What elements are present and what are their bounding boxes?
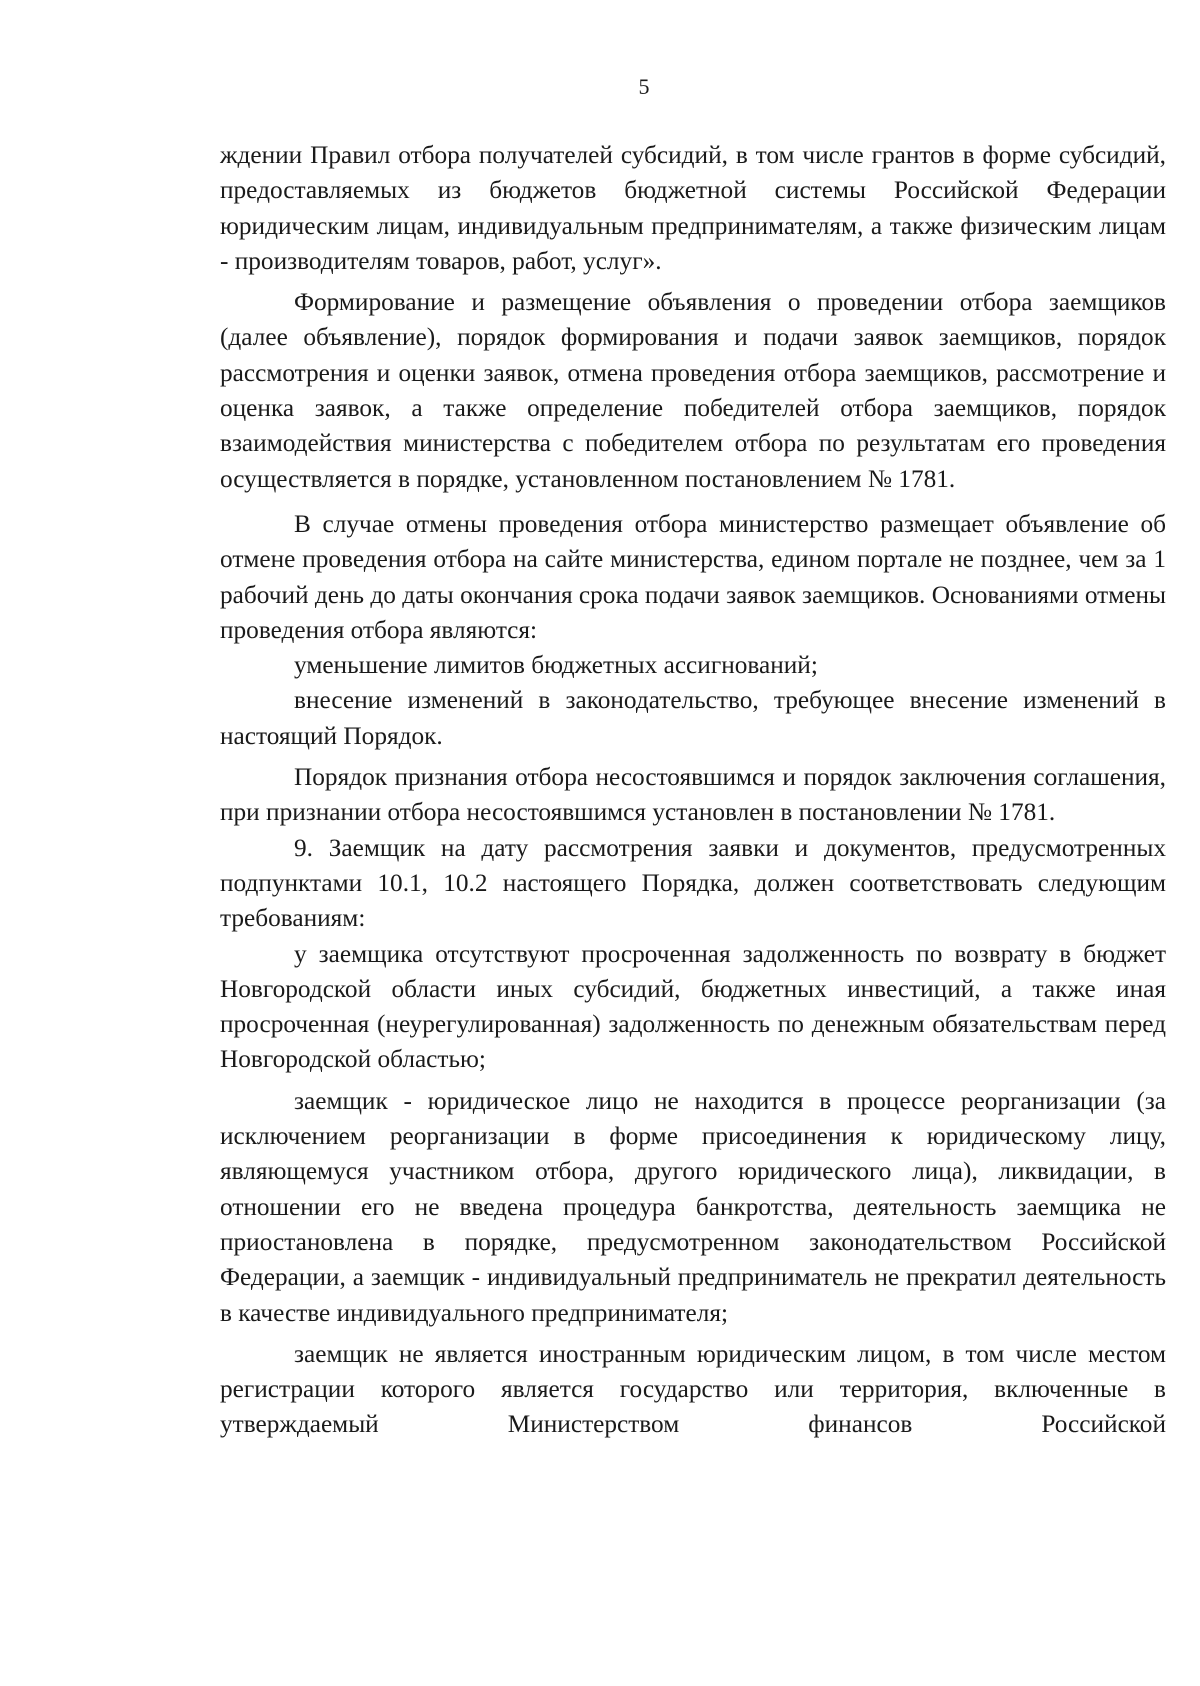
paragraph-cancellation: В случае отмены проведения отбора министерство размещает объявление об отмене проведения отбора на сайте министерства, едином портале не позднее, чем за 1 рабочий день до даты окончания срока подачи заявок заемщиков. Основаниями отмены проведения отбора являются: — [220, 509, 1166, 644]
page-number: 5 — [638, 74, 650, 99]
paragraph-not-foreign: заемщик не является иностранным юридическим лицом, в том числе местом регистрации которого является государство или территория, включенные в утверждаемый Министерством финансов Российской — [220, 1339, 1166, 1439]
paragraph-no-debt: у заемщика отсутствуют просроченная задолженность по возврату в бюджет Новгородской области иных субсидий, бюджетных инвестиций, а также иная просроченная (неурегулированная) задолженность по денежным обязательствам перед Новгородской областью; — [220, 939, 1166, 1074]
paragraph-selection-procedure: Формирование и размещение объявления о проведении отбора заемщиков (далее объявление), порядок формирования и подачи заявок заемщиков, порядок рассмотрения и оценки заявок, отмена проведения отбора заемщиков, рассмотрение и оценка заявок, а также определение победителей отбора заемщиков, порядок взаимодействия министерства с победителем отбора по результатам его проведения осуществляется в порядке, установленном постановлением № 1781. — [220, 288, 1166, 493]
paragraph-continuation: ждении Правил отбора получателей субсидий, в том числе грантов в форме субсидий, предоставляемых из бюджетов бюджетной системы Российской Федерации юридическим лицам, индивидуальным предпринимателям, а также физическим лицам - производителям товаров, работ, услуг». — [220, 141, 1166, 275]
paragraph-legislation-change: внесение изменений в законодательство, требующее внесение изменений в настоящий Порядок. — [220, 686, 1166, 750]
paragraph-limits-reduction: уменьшение лимитов бюджетных ассигнований; — [294, 651, 818, 680]
paragraph-failed-selection: Порядок признания отбора несостоявшимся и порядок заключения соглашения, при признании отбора несостоявшимся установлен в постановлении № 1781. — [220, 763, 1166, 827]
document-body — [220, 138, 1166, 1443]
paragraph-no-reorganization: заемщик - юридическое лицо не находится в процессе реорганизации (за исключением реорганизации в форме присоединения к юридическому лицу, являющемуся участником отбора, другого юридического лица), ликвидации, в отношении его не введена процедура банкротства, деятельность заемщика не приостановлена в порядке, предусмотренном законодательством Российской Федерации, а заемщик - индивидуальный предприниматель не прекратил деятельность в качестве индивидуального предпринимателя; — [220, 1086, 1166, 1327]
paragraph-item-9: 9. Заемщик на дату рассмотрения заявки и документов, предусмотренных подпунктами 10.1, 10.2 настоящего Порядка, должен соответствовать следующим требованиям: — [220, 833, 1166, 933]
